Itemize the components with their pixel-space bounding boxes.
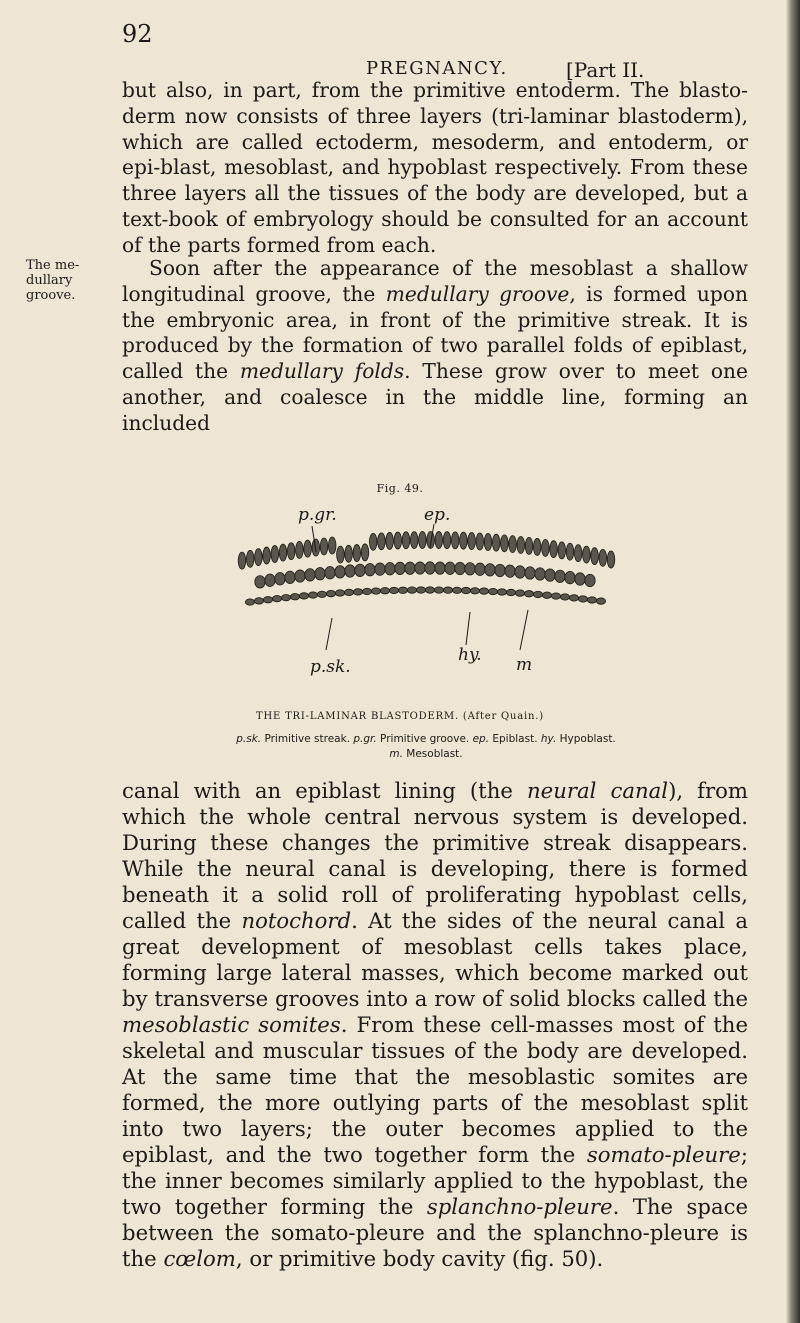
cell bbox=[398, 587, 407, 593]
figure-caption: THE TRI-LAMINAR BLASTODERM. (After Quain.) bbox=[256, 711, 544, 722]
cell bbox=[509, 536, 517, 553]
cell bbox=[375, 563, 385, 575]
italic-term: mesoblastic somites bbox=[122, 1012, 341, 1037]
legend-abbr: p.gr. bbox=[353, 733, 377, 745]
cell bbox=[455, 562, 465, 574]
cell bbox=[475, 563, 485, 575]
part-label: [Part II. bbox=[566, 58, 645, 82]
cell bbox=[599, 549, 607, 566]
cell bbox=[419, 532, 427, 549]
cell bbox=[326, 590, 335, 596]
legend-abbr: hy. bbox=[540, 733, 557, 745]
cell bbox=[585, 574, 595, 586]
paragraph-text: . At the sides of the neural canal a great development of mesoblast cells takes place, forming large lateral masses, which become marked out by transverse grooves into a row of solid blocks called the bbox=[122, 908, 748, 1011]
cell bbox=[542, 592, 551, 598]
cell bbox=[484, 534, 492, 551]
callout-ep: ep. bbox=[424, 505, 451, 525]
cell bbox=[542, 540, 550, 557]
paragraph-text: canal with an epiblast lining (the bbox=[122, 778, 528, 803]
cell bbox=[279, 544, 287, 561]
cell bbox=[596, 598, 605, 604]
cell bbox=[515, 590, 524, 596]
cell bbox=[525, 537, 533, 554]
paragraph-text: , is formed upon the embryonic area, in front of the primitive streak. It is produced by the formation of two parallel folds of epiblast, called the bbox=[122, 281, 748, 384]
cell bbox=[587, 597, 596, 603]
cell bbox=[315, 568, 325, 580]
cell bbox=[275, 573, 285, 585]
margin-note: The me-dullary groove. bbox=[26, 258, 80, 303]
cell bbox=[578, 596, 587, 602]
paragraph-text: , or primitive body cavity (fig. 50). bbox=[235, 1246, 604, 1271]
legend-abbr: ep. bbox=[472, 733, 490, 745]
cell bbox=[335, 590, 344, 596]
cell bbox=[461, 587, 470, 593]
blastoderm-figure bbox=[236, 500, 622, 696]
cell bbox=[308, 592, 317, 598]
cell bbox=[443, 587, 452, 593]
cell bbox=[515, 566, 525, 578]
cell bbox=[583, 546, 591, 563]
paragraph-text: ), from which the whole central nervous system is developed. During these changes the primitive streak disappears. While the neural canal is developing, there is formed beneath it a solid roll of proliferating hypoblast cells, called the bbox=[122, 778, 748, 933]
legend-text: Hypoblast. bbox=[556, 733, 616, 745]
cell bbox=[380, 588, 389, 594]
cell bbox=[525, 567, 535, 579]
paragraph-text: . These grow over to meet one another, and coalesce in the middle line, forming an included bbox=[122, 359, 748, 435]
cell bbox=[344, 589, 353, 595]
cell bbox=[551, 593, 560, 599]
cell bbox=[492, 534, 500, 551]
cell bbox=[320, 538, 328, 555]
legend-abbr: p.sk. bbox=[236, 733, 262, 745]
cell bbox=[371, 588, 380, 594]
cell bbox=[506, 589, 515, 595]
cell bbox=[365, 563, 375, 575]
page-number: 92 bbox=[122, 20, 153, 48]
cell bbox=[443, 532, 451, 549]
callout-psk: p.sk. bbox=[310, 657, 351, 677]
cell bbox=[445, 562, 455, 574]
paragraph bbox=[122, 256, 748, 437]
cell bbox=[295, 570, 305, 582]
cell bbox=[337, 546, 345, 563]
cell bbox=[533, 591, 542, 597]
cell bbox=[287, 543, 295, 560]
cell bbox=[545, 569, 555, 581]
cell bbox=[355, 564, 365, 576]
cell bbox=[550, 541, 558, 558]
cell bbox=[476, 533, 484, 550]
scan-edge-shadow bbox=[786, 0, 800, 1323]
cell bbox=[378, 533, 386, 550]
cell bbox=[501, 535, 509, 552]
figure-legend bbox=[126, 732, 726, 762]
cell bbox=[265, 574, 275, 586]
cell bbox=[425, 562, 435, 574]
cell bbox=[402, 532, 410, 549]
cell bbox=[369, 533, 377, 550]
cell bbox=[488, 588, 497, 594]
cell bbox=[405, 562, 415, 574]
cell bbox=[435, 562, 445, 574]
cell bbox=[425, 587, 434, 593]
cell bbox=[497, 589, 506, 595]
cell bbox=[451, 532, 459, 549]
legend-text: Mesoblast. bbox=[402, 748, 463, 760]
legend-text: Primitive groove. bbox=[376, 733, 473, 745]
cell bbox=[299, 593, 308, 599]
cell bbox=[407, 587, 416, 593]
cell bbox=[345, 565, 355, 577]
cell bbox=[271, 546, 279, 563]
cell bbox=[361, 544, 369, 561]
callout-hy: hy. bbox=[458, 645, 482, 665]
cell bbox=[345, 545, 353, 562]
cell bbox=[395, 562, 405, 574]
paragraph-text: . From these cell-masses most of the skeletal and muscular tissues of the body are developed. At the same time that the mesoblastic somites are formed, the more outlying parts of the mesoblast split into two layers; the outer becomes applied to the epiblast, and the two together form the bbox=[122, 1012, 748, 1167]
italic-term: medullary folds bbox=[239, 359, 405, 384]
cell bbox=[362, 588, 371, 594]
italic-term: notochord bbox=[241, 908, 352, 933]
cell bbox=[517, 536, 525, 553]
cell bbox=[416, 587, 425, 593]
cell bbox=[468, 533, 476, 550]
figure-label: Fig. 49. bbox=[376, 482, 424, 495]
cell bbox=[479, 588, 488, 594]
cell bbox=[281, 594, 290, 600]
cell bbox=[272, 595, 281, 601]
paragraph-text: ; the inner becomes similarly applied to the hypoblast, the two together forming the bbox=[122, 1142, 748, 1219]
callout-line bbox=[326, 618, 332, 650]
cell bbox=[524, 591, 533, 597]
paragraph-text: . The space between the somato-pleure and the splanchno-pleure is the bbox=[122, 1194, 748, 1271]
cell bbox=[385, 563, 395, 575]
cell bbox=[389, 587, 398, 593]
cell bbox=[574, 545, 582, 562]
cell bbox=[607, 551, 615, 568]
cell bbox=[245, 599, 254, 605]
cell bbox=[495, 564, 505, 576]
italic-term: splanchno-pleure bbox=[426, 1194, 613, 1219]
cell bbox=[435, 532, 443, 549]
cell bbox=[558, 542, 566, 559]
legend-text: Primitive streak. bbox=[261, 733, 354, 745]
italic-term: neural canal bbox=[527, 778, 669, 803]
cell bbox=[263, 597, 272, 603]
cell bbox=[353, 545, 361, 562]
cell bbox=[317, 591, 326, 597]
cell bbox=[470, 588, 479, 594]
cell bbox=[533, 538, 541, 555]
paragraph bbox=[122, 778, 748, 1272]
cell bbox=[505, 565, 515, 577]
cell bbox=[394, 532, 402, 549]
cell bbox=[285, 571, 295, 583]
cell bbox=[305, 569, 315, 581]
italic-term: somato-pleure bbox=[586, 1142, 741, 1167]
cell bbox=[569, 595, 578, 601]
callout-line bbox=[466, 612, 470, 645]
cell bbox=[353, 589, 362, 595]
cell bbox=[415, 562, 425, 574]
cell bbox=[328, 537, 336, 554]
cell bbox=[263, 547, 271, 564]
cell bbox=[304, 540, 312, 557]
running-title: PREGNANCY. bbox=[366, 58, 508, 79]
cell bbox=[566, 543, 574, 560]
paragraph: but also, in part, from the primitive entoderm. The blasto-derm now consists of three layers (tri-laminar blastoderm), which are called ectoderm, mesoderm, and entoderm, or epi-blast, mesoblast, and hypoblast respectively. From these three layers all the tissues of the body are developed, but a text-book of embryology should be consulted for an account of the parts formed from each. bbox=[122, 78, 748, 257]
cell bbox=[255, 576, 265, 588]
cell bbox=[296, 541, 304, 558]
paragraph-text: Soon after the appearance of the mesoblast a shallow longitudinal groove, the bbox=[122, 256, 748, 306]
callout-m: m bbox=[516, 655, 533, 675]
cell bbox=[246, 550, 254, 567]
cell bbox=[560, 594, 569, 600]
cell bbox=[238, 552, 246, 569]
italic-term: cœlom bbox=[163, 1246, 236, 1271]
cell bbox=[591, 548, 599, 565]
callout-pgr: p.gr. bbox=[298, 505, 337, 525]
cell-layers bbox=[238, 532, 615, 606]
callout-line bbox=[520, 610, 528, 650]
cell bbox=[460, 532, 468, 549]
cell bbox=[254, 598, 263, 604]
cell bbox=[565, 571, 575, 583]
italic-term: medullary groove bbox=[385, 281, 570, 306]
cell bbox=[434, 587, 443, 593]
cell bbox=[325, 567, 335, 579]
cell bbox=[386, 532, 394, 549]
cell bbox=[255, 549, 263, 566]
cell bbox=[335, 566, 345, 578]
cell bbox=[535, 568, 545, 580]
legend-text: Epiblast. bbox=[489, 733, 541, 745]
cell bbox=[485, 564, 495, 576]
cell bbox=[452, 587, 461, 593]
cell bbox=[555, 570, 565, 582]
cell bbox=[575, 573, 585, 585]
cell bbox=[290, 594, 299, 600]
legend-abbr: m. bbox=[389, 748, 403, 760]
cell bbox=[465, 563, 475, 575]
cell bbox=[410, 532, 418, 549]
